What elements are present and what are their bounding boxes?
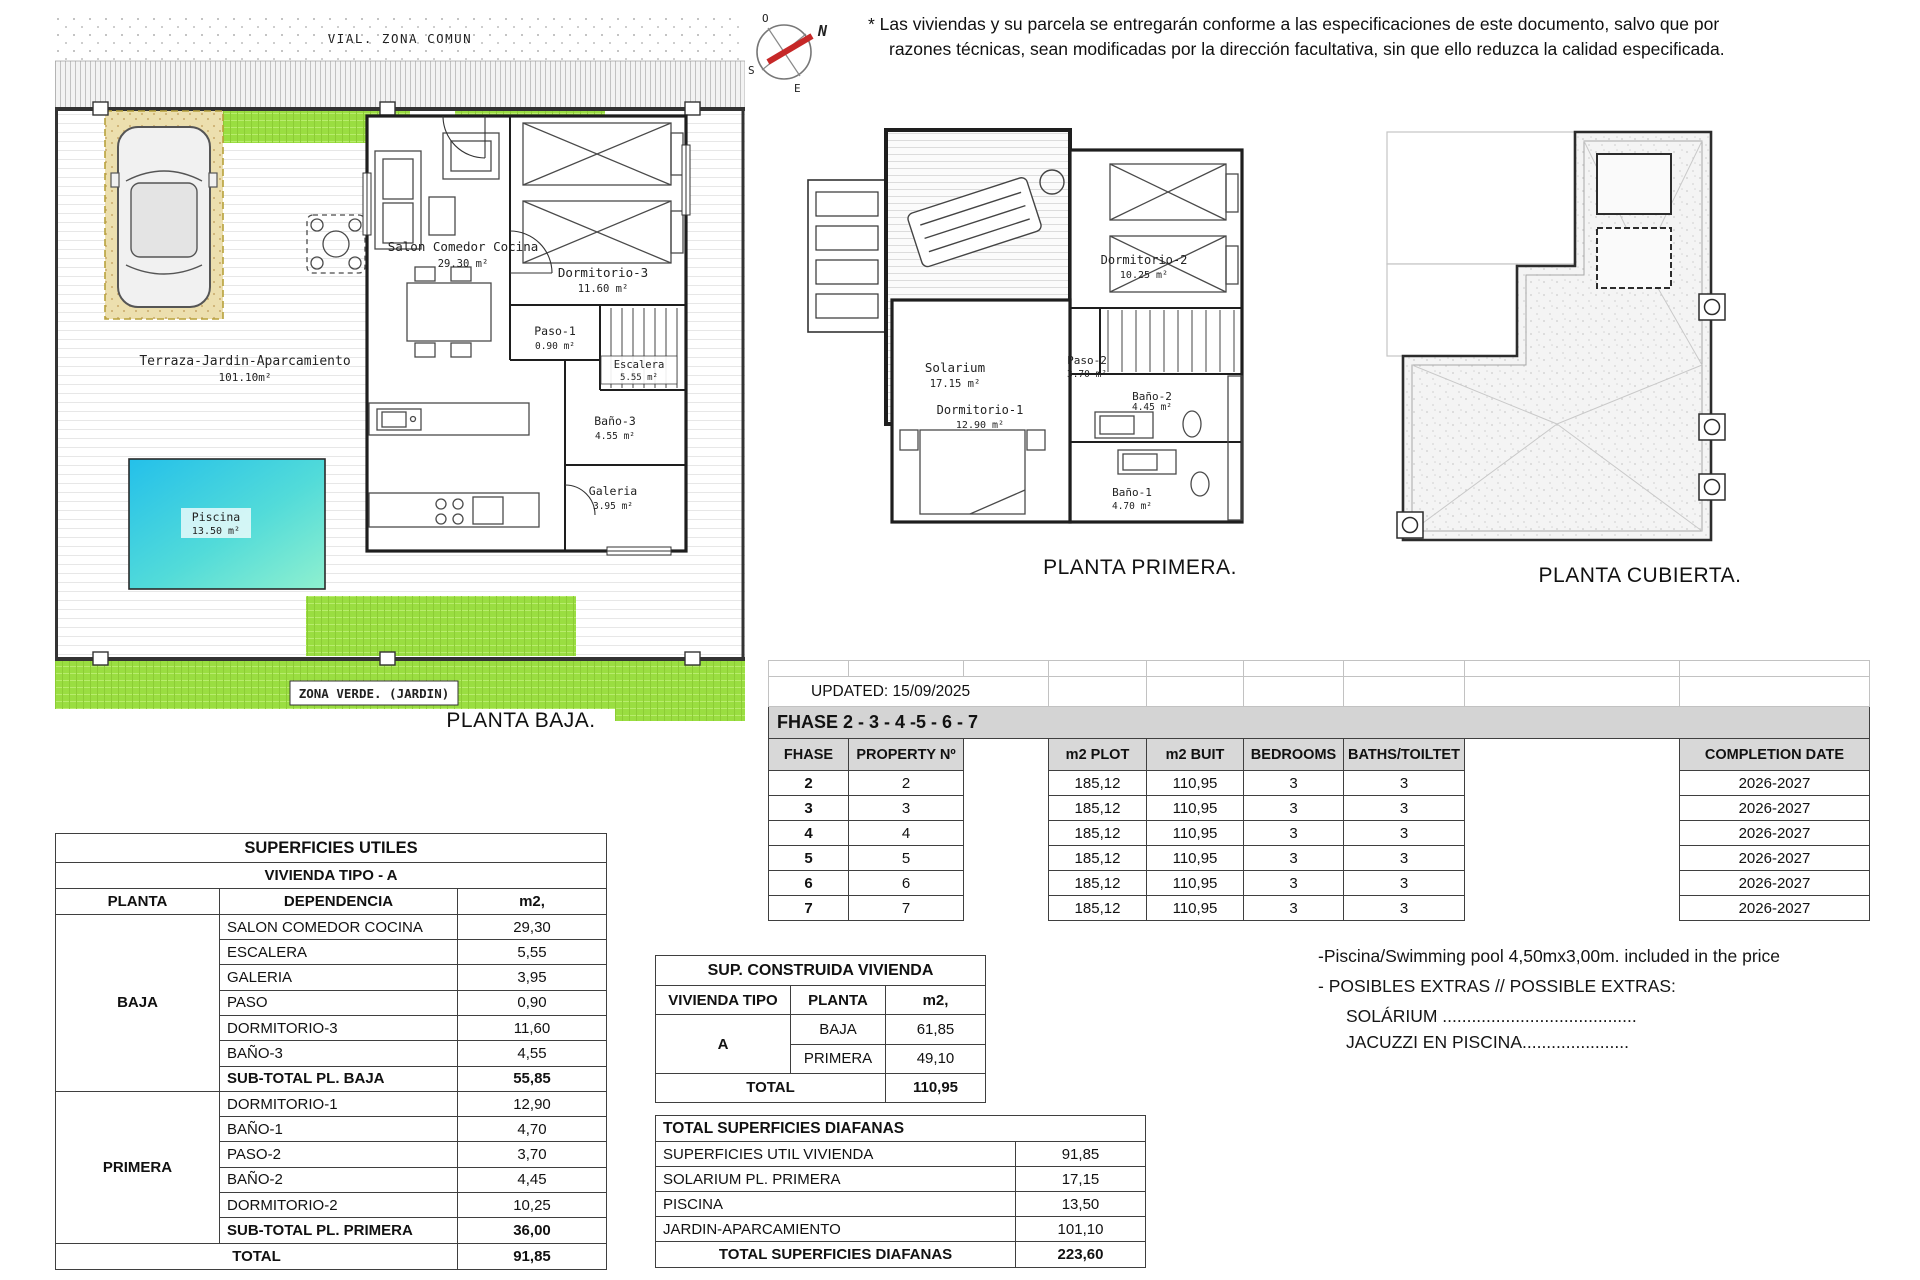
room-label: Dormitorio-2 (1100, 253, 1188, 267)
total-label: TOTAL (56, 1243, 458, 1269)
table-row (769, 821, 1870, 846)
cell-m2: 49,10 (886, 1044, 986, 1073)
cell-dependencia: PASO (220, 990, 458, 1015)
room-label: Galeria (588, 484, 638, 498)
col-header-m2: m2, (458, 888, 607, 914)
cell-value: 17,15 (1016, 1167, 1146, 1192)
cell-m2: 12,90 (458, 1091, 607, 1116)
table-row (769, 771, 1870, 796)
compass-icon (738, 2, 834, 100)
cell-dependencia: DORMITORIO-2 (220, 1193, 458, 1218)
cell-dependencia: DORMITORIO-1 (220, 1091, 458, 1116)
table-row (656, 1073, 986, 1102)
table-row (769, 846, 1870, 871)
room-label: Solarium (924, 360, 986, 375)
table-row (56, 888, 607, 914)
table-row (769, 707, 1870, 739)
cell-plot: 185,12 (1049, 846, 1147, 871)
cell-m2: 10,25 (458, 1193, 607, 1218)
cell-fhase: 3 (769, 796, 849, 821)
diafanas-table (655, 1115, 1146, 1268)
cell-label: SOLARIUM PL. PRIMERA (656, 1167, 1016, 1192)
disclaimer-line1: * Las viviendas y su parcela se entregarán conforme a las especificaciones de este documento, salvo que por (868, 14, 1720, 34)
cell-baths: 3 (1344, 871, 1465, 896)
table-row (656, 1015, 986, 1044)
cell-dependencia: ESCALERA (220, 940, 458, 965)
col-header-property: PROPERTY Nº (849, 739, 964, 771)
cell-planta: PRIMERA (791, 1044, 886, 1073)
vial-zona-comun-label: VIAL. ZONA COMUN (327, 31, 473, 46)
col-header-baths: BATHS/TOILTET (1344, 739, 1465, 771)
cell-dependencia: DORMITORIO-3 (220, 1016, 458, 1041)
table-row (56, 1091, 607, 1116)
cell-label: SUPERFICIES UTIL VIVIENDA (656, 1142, 1016, 1167)
cell-m2: 11,60 (458, 1016, 607, 1041)
cell-built: 110,95 (1147, 771, 1244, 796)
cell-dependencia: SALON COMEDOR COCINA (220, 914, 458, 939)
col-header-plot: m2 PLOT (1049, 739, 1147, 771)
cell-baths: 3 (1344, 896, 1465, 921)
cell-bedrooms: 3 (1244, 796, 1344, 821)
extra-solarium: SOLÁRIUM ........................................ (1346, 1006, 1637, 1026)
subtotal-value: 36,00 (458, 1218, 607, 1243)
table-row (656, 1192, 1146, 1217)
cell-bedrooms: 3 (1244, 771, 1344, 796)
cell-label: PISCINA (656, 1192, 1016, 1217)
room-label: Paso-1 (534, 324, 576, 338)
cell-baths: 3 (1344, 796, 1465, 821)
cell-completion: 2026-2027 (1679, 871, 1869, 896)
table-subtitle: VIVIENDA TIPO - A (56, 863, 607, 888)
room-area: 10.25 m² (1119, 270, 1169, 281)
cell-property: 5 (849, 846, 964, 871)
planta-primera-plan (800, 112, 1250, 587)
subtotal-label: SUB-TOTAL PL. BAJA (220, 1066, 458, 1091)
cell-m2: 5,55 (458, 940, 607, 965)
spacer-column (1464, 739, 1679, 921)
cell-m2: 4,70 (458, 1117, 607, 1142)
cell-fhase: 2 (769, 771, 849, 796)
room-label: Paso-2 (1067, 354, 1107, 367)
room-area: 3.95 m² (592, 501, 634, 512)
compass-s: S (748, 64, 755, 77)
cell-completion: 2026-2027 (1679, 896, 1869, 921)
total-label: TOTAL (656, 1073, 886, 1102)
planta-cubierta-title: PLANTA CUBIERTA. (1538, 564, 1742, 587)
cell-plot: 185,12 (1049, 796, 1147, 821)
room-area: 17.15 m² (929, 378, 981, 390)
table-title: SUPERFICIES UTILES (56, 834, 607, 863)
cell-property: 2 (849, 771, 964, 796)
cell-dependencia: BAÑO-1 (220, 1117, 458, 1142)
planta-baja-group-label: BAJA (56, 914, 220, 1091)
cell-label: JARDIN-APARCAMIENTO (656, 1217, 1016, 1242)
grass-patch (306, 596, 576, 656)
cell-fhase: 6 (769, 871, 849, 896)
tipo-value: A (656, 1015, 791, 1073)
table-row (769, 871, 1870, 896)
cell-plot: 185,12 (1049, 821, 1147, 846)
cell-completion: 2026-2027 (1679, 821, 1869, 846)
cell-value: 13,50 (1016, 1192, 1146, 1217)
cell-dependencia: PASO-2 (220, 1142, 458, 1167)
table-row (656, 1167, 1146, 1192)
cell-completion: 2026-2027 (1679, 771, 1869, 796)
col-header-tipo: VIVIENDA TIPO (656, 986, 791, 1015)
phase-band: FHASE 2 - 3 - 4 -5 - 6 - 7 (769, 707, 1870, 739)
room-label: Dormitorio-1 (936, 403, 1024, 417)
cell-baths: 3 (1344, 771, 1465, 796)
room-area: 4.45 m² (1131, 402, 1173, 413)
cell-built: 110,95 (1147, 871, 1244, 896)
cell-completion: 2026-2027 (1679, 846, 1869, 871)
cell-bedrooms: 3 (1244, 896, 1344, 921)
extra-jacuzzi: JACUZZI EN PISCINA...................... (1346, 1032, 1629, 1052)
total-value: 223,60 (1016, 1242, 1146, 1268)
col-header-completion: COMPLETION DATE (1679, 739, 1869, 771)
room-label: Salon Comedor Cocina (387, 239, 539, 254)
room-label: Escalera (613, 359, 665, 371)
roof-skylight (1597, 154, 1671, 214)
compass-e: E (794, 82, 801, 95)
table-row (56, 914, 607, 939)
updated-label: UPDATED: 15/09/2025 (769, 677, 1049, 707)
table-row (769, 739, 1870, 771)
cell-fhase: 4 (769, 821, 849, 846)
room-area: 0.90 m² (534, 341, 576, 352)
cell-property: 3 (849, 796, 964, 821)
table-row (769, 677, 1870, 707)
col-header-bedrooms: BEDROOMS (1244, 739, 1344, 771)
cell-dependencia: BAÑO-3 (220, 1041, 458, 1066)
cell-baths: 3 (1344, 821, 1465, 846)
extras-notes (1318, 946, 1838, 1058)
table-row (656, 1217, 1146, 1242)
subtotal-label: SUB-TOTAL PL. PRIMERA (220, 1218, 458, 1243)
cell-completion: 2026-2027 (1679, 796, 1869, 821)
table-row (656, 1142, 1146, 1167)
cell-value: 101,10 (1016, 1217, 1146, 1242)
spacer-column (964, 739, 1049, 921)
disclaimer-note (868, 12, 1828, 62)
car-icon (111, 127, 217, 307)
terraza-label: Terraza-Jardin-Aparcamiento (139, 354, 351, 369)
cell-built: 110,95 (1147, 896, 1244, 921)
cell-built: 110,95 (1147, 796, 1244, 821)
table-title: SUP. CONSTRUIDA VIVIENDA (656, 956, 986, 986)
cell-dependencia: BAÑO-2 (220, 1167, 458, 1192)
col-header-dependencia: DEPENDENCIA (220, 888, 458, 914)
cell-m2: 3,70 (458, 1142, 607, 1167)
table-row (56, 1243, 607, 1269)
planta-baja-plan (55, 15, 745, 730)
cell-m2: 61,85 (886, 1015, 986, 1044)
zona-verde-label: ZONA VERDE. (JARDIN) (298, 686, 450, 701)
cell-fhase: 7 (769, 896, 849, 921)
terraza-area: 101.10m² (218, 371, 272, 384)
sidewalk-hatch (55, 61, 745, 109)
planta-primera-title: PLANTA PRIMERA. (1043, 556, 1237, 579)
col-header-built: m2 BUIT (1147, 739, 1244, 771)
col-header-fhase: FHASE (769, 739, 849, 771)
cell-dependencia: GALERIA (220, 965, 458, 990)
room-area: 4.55 m² (594, 431, 636, 442)
room-label: Baño-1 (1112, 486, 1152, 499)
cell-plot: 185,12 (1049, 871, 1147, 896)
cell-property: 7 (849, 896, 964, 921)
cell-built: 110,95 (1147, 846, 1244, 871)
cell-baths: 3 (1344, 846, 1465, 871)
compass-o: O (762, 12, 769, 25)
cell-plot: 185,12 (1049, 771, 1147, 796)
house-outline (1070, 150, 1242, 522)
cell-bedrooms: 3 (1244, 821, 1344, 846)
phase-table (768, 660, 1870, 921)
cell-m2: 0,90 (458, 990, 607, 1015)
cell-built: 110,95 (1147, 821, 1244, 846)
pool-included-note: -Piscina/Swimming pool 4,50mx3,00m. included in the price (1318, 946, 1781, 966)
pergola-slats (808, 180, 886, 332)
total-value: 91,85 (458, 1243, 607, 1269)
cell-bedrooms: 3 (1244, 846, 1344, 871)
table-row (656, 986, 986, 1015)
room-label: Baño-3 (594, 414, 636, 428)
superficies-utiles-table (55, 833, 607, 1270)
roof-skylight-dashed (1597, 228, 1671, 288)
cell-bedrooms: 3 (1244, 871, 1344, 896)
compass-n: N (818, 22, 828, 40)
grass-tail (615, 709, 745, 721)
disclaimer-line2: razones técnicas, sean modificadas por la dirección facultativa, sin que ello reduzca la calidad especificada. (889, 38, 1725, 59)
table-row (769, 796, 1870, 821)
sup-construida-table (655, 955, 986, 1103)
total-label: TOTAL SUPERFICIES DIAFANAS (656, 1242, 1016, 1268)
cell-fhase: 5 (769, 846, 849, 871)
col-header-m2: m2, (886, 986, 986, 1015)
col-header-planta: PLANTA (56, 888, 220, 914)
room-area: 5.55 m² (620, 373, 658, 383)
cell-m2: 4,45 (458, 1167, 607, 1192)
cell-m2: 4,55 (458, 1041, 607, 1066)
room-area: 12.90 m² (955, 420, 1005, 431)
pool-area: 13.50 m² (191, 526, 241, 537)
table-title: TOTAL SUPERFICIES DIAFANAS (656, 1116, 1146, 1142)
planta-cubierta-plan (1385, 122, 1795, 592)
room-label: Baño-2 (1132, 390, 1172, 403)
cell-value: 91,85 (1016, 1142, 1146, 1167)
cell-property: 6 (849, 871, 964, 896)
table-row (769, 661, 1870, 677)
table-row (656, 1242, 1146, 1268)
subtotal-value: 55,85 (458, 1066, 607, 1091)
planta-primera-group-label: PRIMERA (56, 1091, 220, 1243)
cell-plot: 185,12 (1049, 896, 1147, 921)
room-label: Dormitorio-3 (557, 265, 649, 280)
room-area: 3.70 m² (1066, 369, 1108, 380)
col-header-planta: PLANTA (791, 986, 886, 1015)
pool-label: Piscina (191, 510, 241, 524)
total-value: 110,95 (886, 1073, 986, 1102)
room-area: 11.60 m² (577, 283, 629, 295)
table-row (769, 896, 1870, 921)
cell-planta: BAJA (791, 1015, 886, 1044)
cell-m2: 3,95 (458, 965, 607, 990)
room-area: 4.70 m² (1111, 501, 1153, 512)
room-area: 29.30 m² (437, 258, 489, 270)
planta-baja-title: PLANTA BAJA. (446, 709, 596, 730)
cell-property: 4 (849, 821, 964, 846)
cell-m2: 29,30 (458, 914, 607, 939)
house-outline (367, 116, 686, 551)
possible-extras-heading: - POSIBLES EXTRAS // POSSIBLE EXTRAS: (1318, 976, 1676, 996)
